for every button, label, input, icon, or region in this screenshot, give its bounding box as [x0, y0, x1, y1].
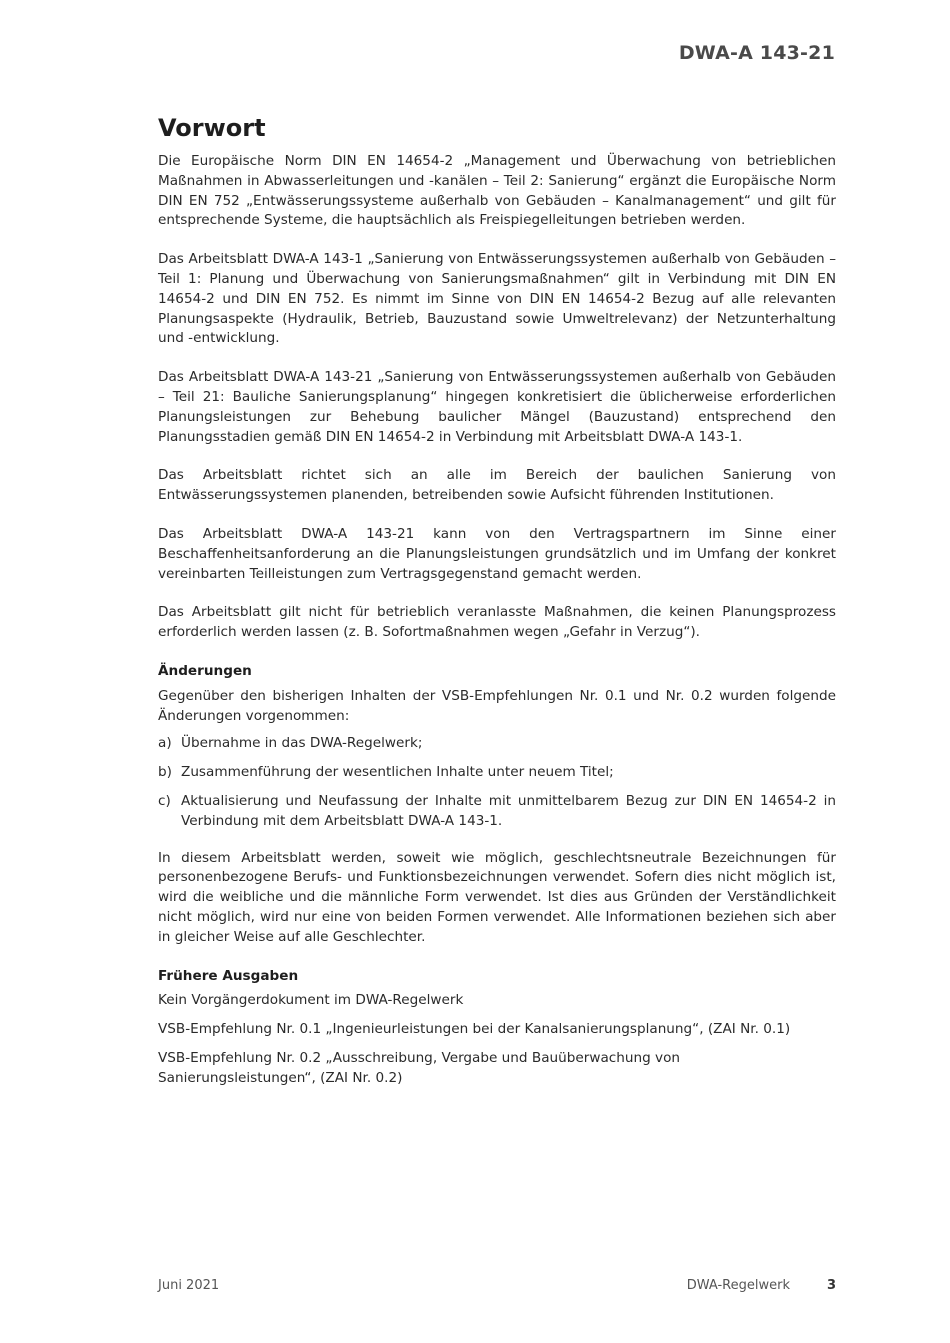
gender-note: In diesem Arbeitsblatt werden, soweit wie möglich, geschlechtsneutrale Bezeichnungen für personenbezogene Berufs- und Funktionsbezeichnungen verwendet. Sofern dies nicht möglich ist, wird die weibliche und die männliche Form verwendet. Ist dies aus Gründen der Verständlichkeit nicht möglich, wird nur eine von beiden Formen verwendet. Alle Informationen beziehen sich aber in gleicher Weise auf alle Geschlechter. [158, 849, 836, 945]
list-item-text: Zusammenführung der wesentlichen Inhalte unter neuem Titel; [181, 764, 614, 781]
earlier-edition-item: VSB-Empfehlung Nr. 0.1 „Ingenieurleistungen bei der Kanalsanierungsplanung“, (ZAI Nr. 0.1) [158, 1021, 791, 1038]
page-title: Vorwort [158, 114, 266, 142]
earlier-edition-item: Kein Vorgängerdokument im DWA-Regelwerk [158, 992, 464, 1009]
paragraph-6: Das Arbeitsblatt gilt nicht für betrieblich veranlasste Maßnahmen, die keinen Planungsprozess erforderlich werden lassen (z. B. Sofortmaßnahmen wegen „Gefahr in Verzug“). [158, 604, 836, 641]
paragraph-1: Die Europäische Norm DIN EN 14654-2 „Management und Überwachung von betrieblichen Maßnahmen in Abwasserleitungen und -kanälen – Teil 2: Sanierung“ ergänzt die Europäische Norm DIN EN 752 „Entwässerungssysteme außerhalb von Gebäuden – Kanalmanagement“ und gilt für entsprechende Systeme, die hauptsächlich als Freispiegelleitungen betrieben werden. [158, 153, 836, 229]
paragraph-4: Das Arbeitsblatt richtet sich an alle im Bereich der baulichen Sanierung von Entwässerungssystemen planenden, betreibenden sowie Aufsicht führenden Institutionen. [158, 467, 836, 504]
document-code: DWA-A 143-21 [678, 42, 835, 64]
changes-heading: Änderungen [158, 662, 252, 679]
changes-intro: Gegenüber den bisherigen Inhalten der VSB-Empfehlungen Nr. 0.1 und Nr. 0.2 wurden folgende Änderungen vorgenommen: [158, 687, 836, 724]
earlier-edition-item: VSB-Empfehlung Nr. 0.2 „Ausschreibung, Vergabe und Bauüberwachung von Sanierungsleistungen“, (ZAI Nr. 0.2) [158, 1049, 681, 1086]
list-item [158, 734, 836, 754]
list-item [158, 792, 836, 832]
paragraph-3: Das Arbeitsblatt DWA-A 143-21 „Sanierung von Entwässerungssystemen außerhalb von Gebäuden – Teil 21: Bauliche Sanierungsplanung“ hingegen konkretisiert die üblicherweise erforderlichen Planungsleistungen zur Behebung baulicher Mängel (Bauzustand) entsprechend den Planungsstadien gemäß DIN EN 14654-2 in Verbindung mit Arbeitsblatt DWA-A 143-1. [158, 369, 836, 445]
paragraph-5: Das Arbeitsblatt DWA-A 143-21 kann von den Vertragspartnern im Sinne einer Beschaffenheitsanforderung an die Planungsleistungen grundsätzlich und im Umfang der konkret vereinbarten Teilleistungen zum Vertragsgegenstand gemacht werden. [158, 525, 836, 582]
changes-list [158, 734, 836, 831]
page-number: 3 [826, 1278, 836, 1293]
list-marker: b) [158, 764, 172, 781]
list-item-text: Aktualisierung und Neufassung der Inhalte mit unmittelbarem Bezug zur DIN EN 14654-2 in Verbindung mit dem Arbeitsblatt DWA-A 143-1. [181, 792, 836, 829]
main-content [158, 114, 836, 1097]
paragraph-2: Das Arbeitsblatt DWA-A 143-1 „Sanierung von Entwässerungssystemen außerhalb von Gebäuden – Teil 1: Planung und Überwachung von Sanierungsmaßnahmen“ gilt in Verbindung mit DIN EN 14654-2 und DIN EN 752. Es nimmt im Sinne von DIN EN 14654-2 Bezug auf alle relevanten Planungsaspekte (Hydraulik, Betrieb, Bauzustand sowie Umweltrelevanz) der Netzunterhaltung und -entwicklung. [158, 251, 836, 347]
list-item-text: Übernahme in das DWA-Regelwerk; [181, 735, 423, 752]
list-marker: c) [158, 792, 171, 809]
earlier-editions-heading: Frühere Ausgaben [158, 967, 299, 984]
list-marker: a) [158, 735, 172, 752]
list-item [158, 763, 836, 783]
footer-series: DWA-Regelwerk [686, 1278, 790, 1293]
footer-date: Juni 2021 [158, 1278, 220, 1293]
